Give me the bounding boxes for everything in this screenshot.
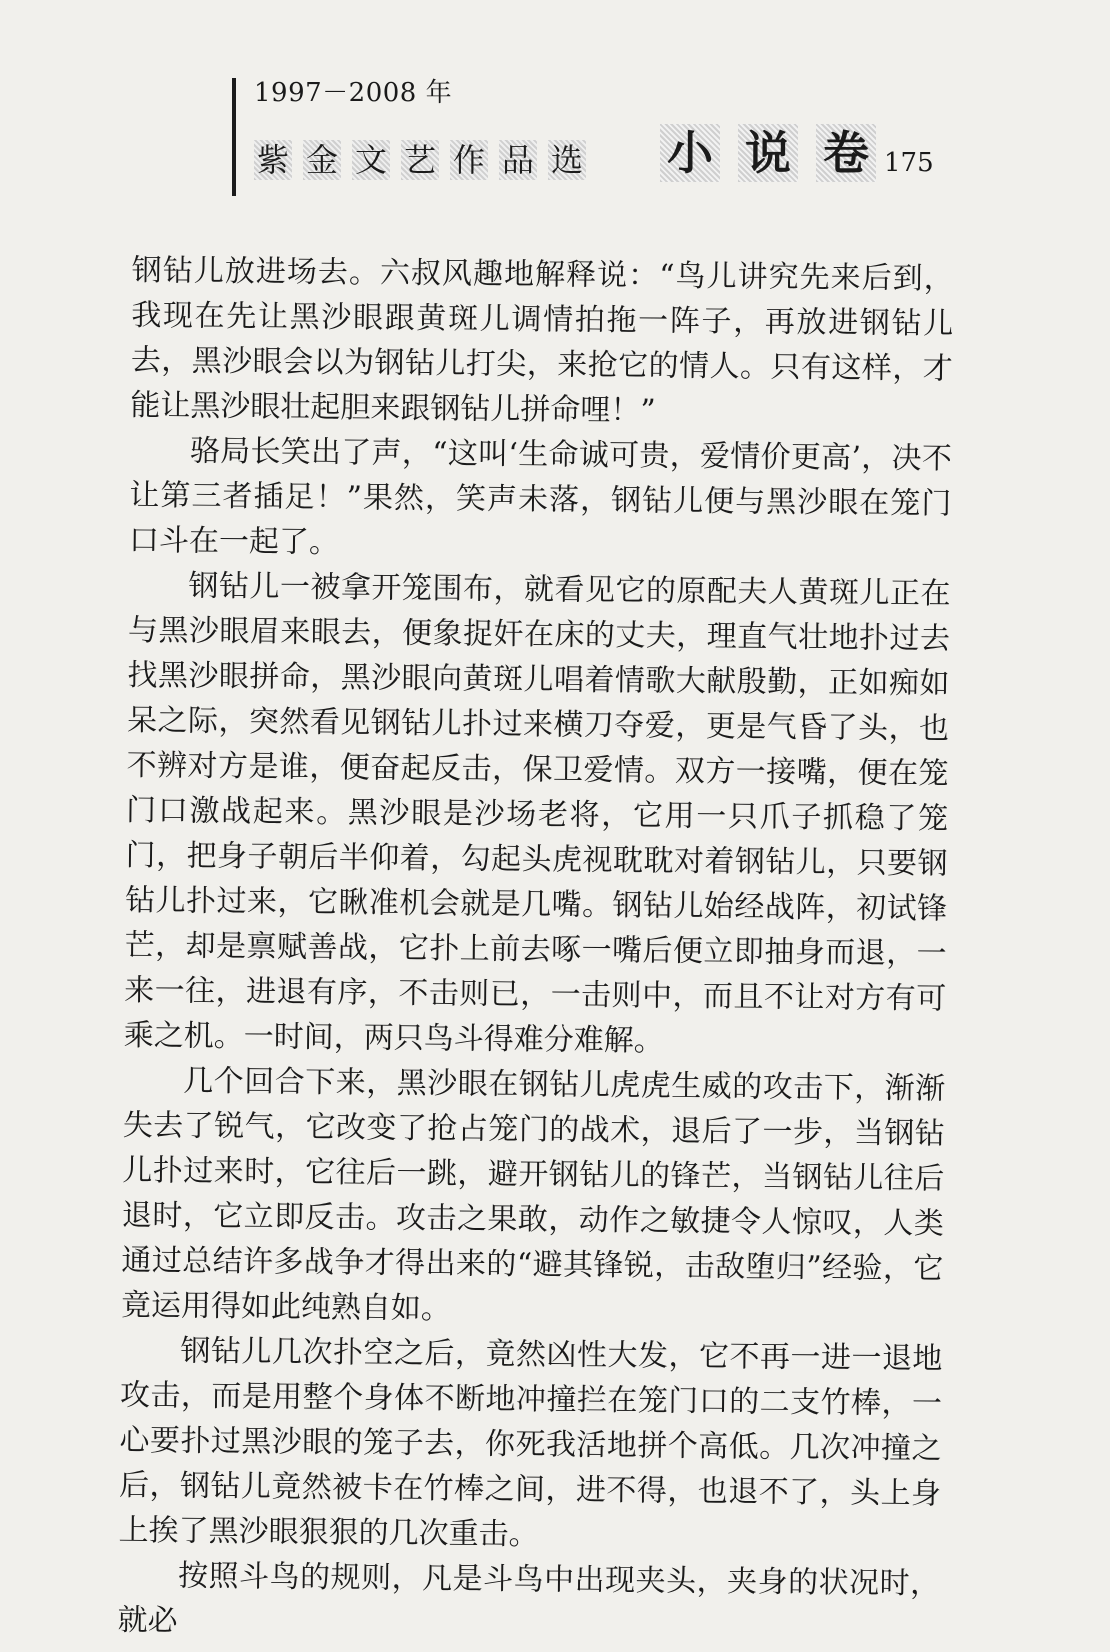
header-vertical-rule bbox=[232, 78, 236, 196]
page-number: 175 bbox=[884, 148, 934, 178]
paragraph: 钢钻儿一被拿开笼围布，就看见它的原配夫人黄斑儿正在与黑沙眼眉来眼去，便象捉奸在床的丈夫，理直气壮地扑过去找黑沙眼拼命，黑沙眼向黄斑儿唱着情歌大献殷勤，正如痴如呆之际，突然看见钢钻儿扑过来横刀夺爱，更是气昏了头，也不辨对方是谁，便奋起反击，保卫爱情。双方一接嘴，便在笼门口激战起来。黑沙眼是沙场老将，它用一只爪子抓稳了笼门，把身子朝后半仰着，勾起头虎视耽耽对着钢钻儿，只要钢钻儿扑过来，它瞅准机会就是几嘴。钢钻儿始经战阵，初试锋芒，却是禀赋善战，它扑上前去啄一嘴后便立即抽身而退，一来一往，进退有序，不击则已，一击则中，而且不让对方有可乘之机。一时间，两只鸟斗得难分难解。 bbox=[123, 568, 951, 1059]
paragraph: 钢钻儿几次扑空之后，竟然凶性大发，它不再一进一退地攻击，而是用整个身体不断地冲撞拦在笼门口的二支竹棒，一心要扑过黑沙眼的笼子去，你死我活地拼个高低。几次冲撞之后，钢钻儿竟然被卡在竹棒之间，进不得，也退不了，头上身上挨了黑沙眼狠狠的几次重击。 bbox=[118, 1333, 943, 1553]
body-text bbox=[117, 248, 954, 1652]
series-title bbox=[254, 140, 597, 180]
volume-title bbox=[660, 124, 894, 182]
paragraph: 钢钻儿放进场去。六叔风趣地解释说：“鸟儿讲究先来后到，我现在先让黑沙眼跟黄斑儿调情拍拖一阵子，再放进钢钻儿去，黑沙眼会以为钢钻儿打尖，来抢它的情人。只有这样，才能让黑沙眼壮起胆来跟钢钻儿拼命哩！” bbox=[130, 252, 954, 429]
paragraph: 骆局长笑出了声，“这叫‘生命诚可贵，爱情价更高’，决不让第三者插足！”果然，笑声未落，钢钻儿便与黑沙眼在笼门口斗在一起了。 bbox=[128, 433, 953, 561]
series-title-char: 作 bbox=[450, 140, 488, 180]
running-header bbox=[232, 70, 952, 200]
series-title-char: 品 bbox=[499, 140, 537, 180]
volume-title-char: 说 bbox=[738, 124, 798, 182]
series-title-char: 选 bbox=[548, 140, 586, 180]
volume-title-char: 卷 bbox=[816, 124, 876, 182]
series-title-char: 紫 bbox=[254, 140, 292, 180]
volume-title-char: 小 bbox=[660, 124, 720, 182]
series-title-char: 文 bbox=[352, 140, 390, 180]
paragraph: 几个回合下来，黑沙眼在钢钻儿虎虎生威的攻击下，渐渐失去了锐气，它改变了抢占笼门的战术，退后了一步，当钢钻儿扑过来时，它往后一跳，避开钢钻儿的锋芒，当钢钻儿往后退时，它立即反击。攻击之果敢，动作之敏捷令人惊叹，人类通过总结许多战争才得出来的“避其锋锐，击敌堕归”经验，它竟运用得如此纯熟自如。 bbox=[120, 1063, 946, 1327]
series-title-char: 艺 bbox=[401, 140, 439, 180]
paragraph: 按照斗鸟的规则，凡是斗鸟中出现夹头，夹身的状况时，就必 bbox=[117, 1558, 941, 1639]
series-title-char: 金 bbox=[303, 140, 341, 180]
header-years: 1997－2008 年 bbox=[254, 78, 453, 108]
